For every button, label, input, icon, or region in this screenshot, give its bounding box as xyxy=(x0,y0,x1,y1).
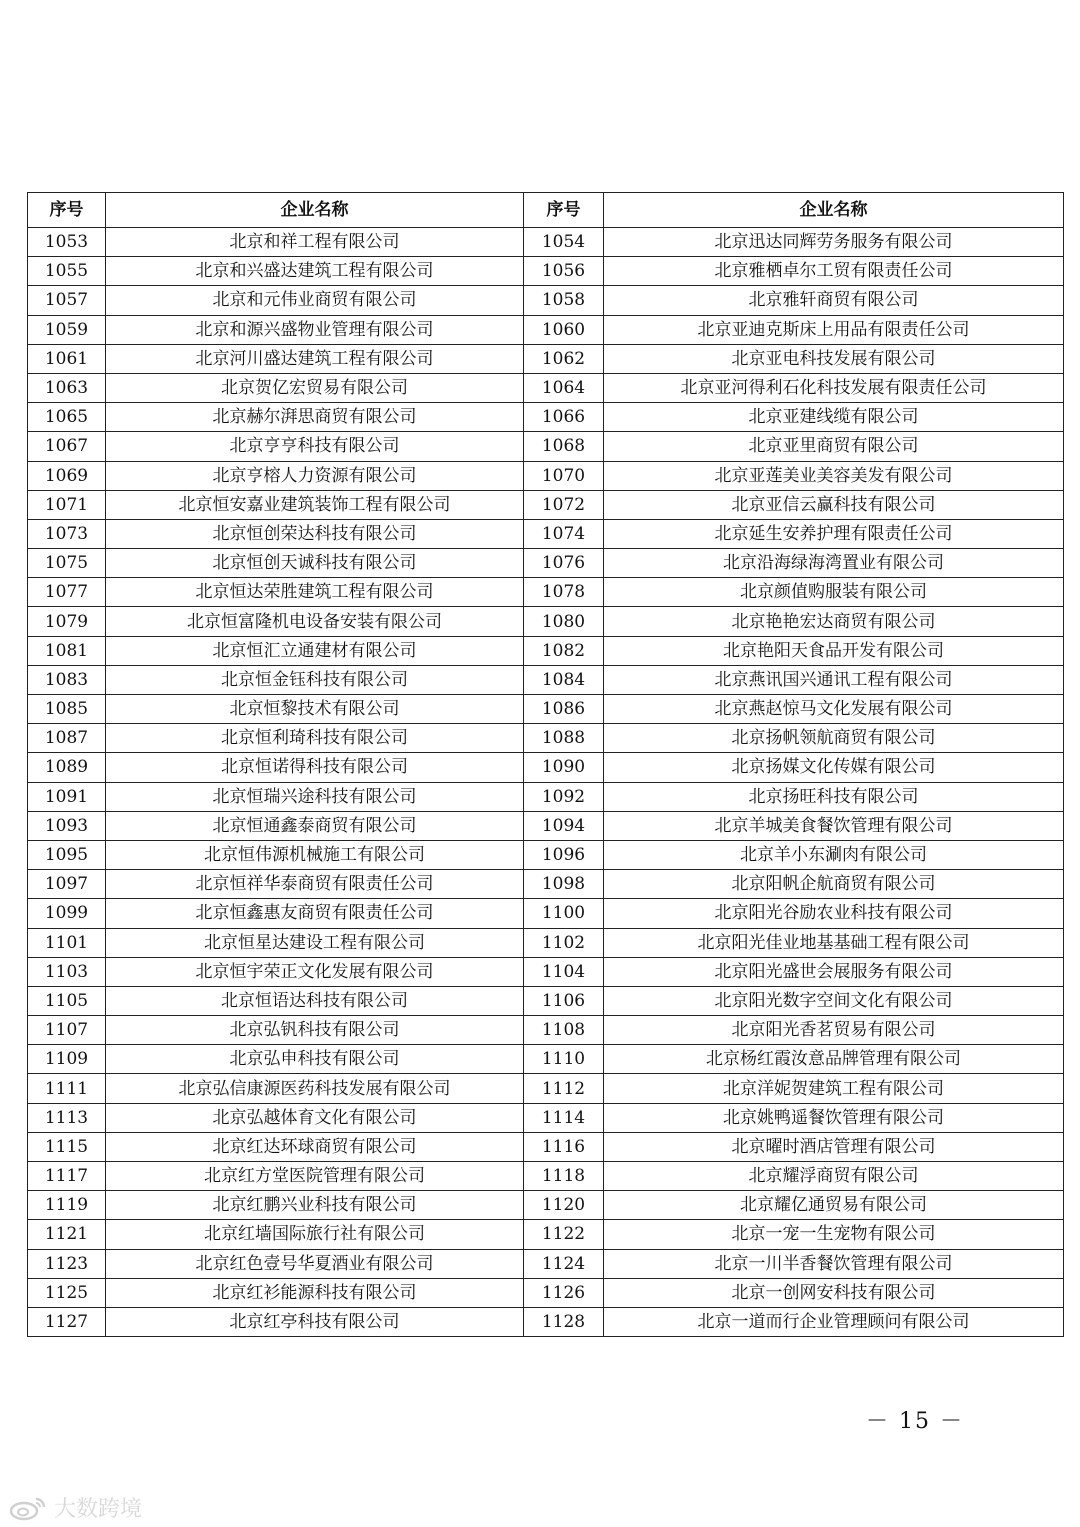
cell-seq-left: 1121 xyxy=(28,1220,106,1249)
table-row xyxy=(28,344,1064,373)
cell-name-right: 北京耀浮商贸有限公司 xyxy=(604,1162,1064,1191)
cell-name-right: 北京姚鸭遥餐饮管理有限公司 xyxy=(604,1103,1064,1132)
cell-seq-right: 1128 xyxy=(524,1307,604,1336)
cell-name-right: 北京一道而行企业管理顾问有限公司 xyxy=(604,1307,1064,1336)
cell-seq-right: 1102 xyxy=(524,928,604,957)
cell-seq-right: 1074 xyxy=(524,519,604,548)
watermark xyxy=(8,1492,142,1523)
cell-name-left: 北京赫尔湃思商贸有限公司 xyxy=(106,403,524,432)
cell-name-right: 北京亚建线缆有限公司 xyxy=(604,403,1064,432)
cell-seq-right: 1056 xyxy=(524,257,604,286)
header-seq-left: 序号 xyxy=(28,193,106,228)
cell-seq-left: 1087 xyxy=(28,724,106,753)
watermark-text: 大数跨境 xyxy=(54,1497,143,1522)
cell-name-left: 北京恒富隆机电设备安装有限公司 xyxy=(106,607,524,636)
table-row xyxy=(28,315,1064,344)
cell-name-right: 北京雅栖卓尔工贸有限责任公司 xyxy=(604,257,1064,286)
cell-name-right: 北京扬旺科技有限公司 xyxy=(604,782,1064,811)
header-name-left: 企业名称 xyxy=(106,193,524,228)
table-row xyxy=(28,1249,1064,1278)
cell-seq-right: 1088 xyxy=(524,724,604,753)
cell-name-right: 北京燕讯国兴通讯工程有限公司 xyxy=(604,665,1064,694)
cell-name-left: 北京恒鑫惠友商贸有限责任公司 xyxy=(106,899,524,928)
cell-seq-right: 1122 xyxy=(524,1220,604,1249)
cell-seq-right: 1068 xyxy=(524,432,604,461)
cell-seq-right: 1100 xyxy=(524,899,604,928)
cell-name-left: 北京恒伟源机械施工有限公司 xyxy=(106,840,524,869)
cell-seq-left: 1055 xyxy=(28,257,106,286)
cell-name-right: 北京亚里商贸有限公司 xyxy=(604,432,1064,461)
cell-name-left: 北京红方堂医院管理有限公司 xyxy=(106,1162,524,1191)
table-row xyxy=(28,1103,1064,1132)
cell-name-right: 北京亚电科技发展有限公司 xyxy=(604,344,1064,373)
cell-seq-left: 1093 xyxy=(28,811,106,840)
cell-seq-left: 1077 xyxy=(28,578,106,607)
table-row xyxy=(28,1045,1064,1074)
cell-name-left: 北京和源兴盛物业管理有限公司 xyxy=(106,315,524,344)
cell-name-right: 北京一创网安科技有限公司 xyxy=(604,1278,1064,1307)
cell-name-right: 北京一宠一生宠物有限公司 xyxy=(604,1220,1064,1249)
cell-seq-right: 1086 xyxy=(524,695,604,724)
header-seq-right: 序号 xyxy=(524,193,604,228)
table-row xyxy=(28,1191,1064,1220)
page-number: － 15 － xyxy=(866,1409,964,1434)
table-row xyxy=(28,286,1064,315)
cell-name-left: 北京恒安嘉业建筑装饰工程有限公司 xyxy=(106,490,524,519)
cell-name-left: 北京弘申科技有限公司 xyxy=(106,1045,524,1074)
cell-seq-left: 1115 xyxy=(28,1132,106,1161)
cell-seq-left: 1125 xyxy=(28,1278,106,1307)
table-row xyxy=(28,899,1064,928)
cell-name-left: 北京红墙国际旅行社有限公司 xyxy=(106,1220,524,1249)
company-list-table xyxy=(27,192,1064,1337)
table-row xyxy=(28,228,1064,257)
cell-seq-left: 1071 xyxy=(28,490,106,519)
cell-seq-right: 1110 xyxy=(524,1045,604,1074)
cell-seq-right: 1104 xyxy=(524,957,604,986)
cell-seq-left: 1101 xyxy=(28,928,106,957)
cell-name-right: 北京沿海绿海湾置业有限公司 xyxy=(604,549,1064,578)
cell-name-right: 北京雅轩商贸有限公司 xyxy=(604,286,1064,315)
cell-seq-right: 1064 xyxy=(524,373,604,402)
table-row xyxy=(28,782,1064,811)
cell-name-left: 北京恒语达科技有限公司 xyxy=(106,986,524,1015)
cell-name-right: 北京亚信云赢科技有限公司 xyxy=(604,490,1064,519)
cell-name-left: 北京红鹏兴业科技有限公司 xyxy=(106,1191,524,1220)
cell-name-right: 北京耀亿通贸易有限公司 xyxy=(604,1191,1064,1220)
cell-seq-right: 1108 xyxy=(524,1016,604,1045)
cell-seq-right: 1090 xyxy=(524,753,604,782)
cell-name-right: 北京阳光香茗贸易有限公司 xyxy=(604,1016,1064,1045)
cell-seq-left: 1059 xyxy=(28,315,106,344)
cell-name-left: 北京恒汇立通建材有限公司 xyxy=(106,636,524,665)
cell-seq-right: 1054 xyxy=(524,228,604,257)
cell-seq-left: 1063 xyxy=(28,373,106,402)
cell-name-left: 北京红色壹号华夏酒业有限公司 xyxy=(106,1249,524,1278)
cell-seq-left: 1105 xyxy=(28,986,106,1015)
cell-name-left: 北京恒达荣胜建筑工程有限公司 xyxy=(106,578,524,607)
cell-name-left: 北京弘信康源医药科技发展有限公司 xyxy=(106,1074,524,1103)
cell-name-left: 北京恒利琦科技有限公司 xyxy=(106,724,524,753)
cell-name-right: 北京亚迪克斯床上用品有限责任公司 xyxy=(604,315,1064,344)
cell-seq-right: 1066 xyxy=(524,403,604,432)
cell-seq-left: 1085 xyxy=(28,695,106,724)
cell-seq-right: 1082 xyxy=(524,636,604,665)
cell-name-right: 北京羊小东涮肉有限公司 xyxy=(604,840,1064,869)
cell-seq-left: 1127 xyxy=(28,1307,106,1336)
cell-seq-right: 1070 xyxy=(524,461,604,490)
cell-seq-right: 1114 xyxy=(524,1103,604,1132)
cell-name-right: 北京阳光盛世会展服务有限公司 xyxy=(604,957,1064,986)
cell-seq-left: 1091 xyxy=(28,782,106,811)
cell-name-left: 北京和兴盛达建筑工程有限公司 xyxy=(106,257,524,286)
cell-name-left: 北京红亭科技有限公司 xyxy=(106,1307,524,1336)
cell-name-left: 北京亨榕人力资源有限公司 xyxy=(106,461,524,490)
cell-name-right: 北京燕赵惊马文化发展有限公司 xyxy=(604,695,1064,724)
cell-name-right: 北京阳光佳业地基基础工程有限公司 xyxy=(604,928,1064,957)
cell-name-left: 北京恒瑞兴途科技有限公司 xyxy=(106,782,524,811)
table-row xyxy=(28,607,1064,636)
cell-name-left: 北京恒通鑫泰商贸有限公司 xyxy=(106,811,524,840)
table-row xyxy=(28,636,1064,665)
cell-seq-left: 1117 xyxy=(28,1162,106,1191)
cell-name-right: 北京迅达同辉劳务服务有限公司 xyxy=(604,228,1064,257)
cell-seq-left: 1123 xyxy=(28,1249,106,1278)
cell-seq-right: 1060 xyxy=(524,315,604,344)
cell-name-left: 北京和元伟业商贸有限公司 xyxy=(106,286,524,315)
table-header-row xyxy=(28,193,1064,228)
cell-seq-left: 1079 xyxy=(28,607,106,636)
cell-name-right: 北京洋妮贺建筑工程有限公司 xyxy=(604,1074,1064,1103)
cell-seq-right: 1058 xyxy=(524,286,604,315)
table-row xyxy=(28,1220,1064,1249)
cell-seq-right: 1124 xyxy=(524,1249,604,1278)
cell-name-left: 北京亨亨科技有限公司 xyxy=(106,432,524,461)
cell-seq-right: 1076 xyxy=(524,549,604,578)
cell-seq-left: 1069 xyxy=(28,461,106,490)
table-row xyxy=(28,403,1064,432)
table-row xyxy=(28,1162,1064,1191)
cell-seq-left: 1111 xyxy=(28,1074,106,1103)
cell-seq-left: 1053 xyxy=(28,228,106,257)
cell-seq-right: 1062 xyxy=(524,344,604,373)
cell-seq-left: 1075 xyxy=(28,549,106,578)
cell-seq-right: 1094 xyxy=(524,811,604,840)
cell-seq-left: 1067 xyxy=(28,432,106,461)
cell-seq-left: 1099 xyxy=(28,899,106,928)
cell-seq-right: 1084 xyxy=(524,665,604,694)
table-row xyxy=(28,549,1064,578)
cell-name-left: 北京贺亿宏贸易有限公司 xyxy=(106,373,524,402)
table-row xyxy=(28,928,1064,957)
cell-name-left: 北京恒宇荣正文化发展有限公司 xyxy=(106,957,524,986)
table-row xyxy=(28,578,1064,607)
table-row xyxy=(28,986,1064,1015)
cell-name-right: 北京亚河得利石化科技发展有限责任公司 xyxy=(604,373,1064,402)
cell-seq-right: 1072 xyxy=(524,490,604,519)
cell-seq-left: 1089 xyxy=(28,753,106,782)
cell-name-left: 北京红达环球商贸有限公司 xyxy=(106,1132,524,1161)
cell-name-left: 北京弘越体育文化有限公司 xyxy=(106,1103,524,1132)
cell-name-left: 北京恒星达建设工程有限公司 xyxy=(106,928,524,957)
cell-seq-left: 1073 xyxy=(28,519,106,548)
cell-name-left: 北京恒黎技术有限公司 xyxy=(106,695,524,724)
table-row xyxy=(28,1074,1064,1103)
table-row xyxy=(28,519,1064,548)
cell-seq-right: 1118 xyxy=(524,1162,604,1191)
cell-seq-left: 1103 xyxy=(28,957,106,986)
cell-seq-left: 1061 xyxy=(28,344,106,373)
cell-name-right: 北京艳阳天食品开发有限公司 xyxy=(604,636,1064,665)
cell-seq-right: 1126 xyxy=(524,1278,604,1307)
table-row xyxy=(28,695,1064,724)
cell-seq-left: 1095 xyxy=(28,840,106,869)
cell-name-right: 北京颜值购服装有限公司 xyxy=(604,578,1064,607)
table-row xyxy=(28,957,1064,986)
cell-name-right: 北京扬媒文化传媒有限公司 xyxy=(604,753,1064,782)
table-row xyxy=(28,1132,1064,1161)
table-row xyxy=(28,870,1064,899)
cell-seq-left: 1057 xyxy=(28,286,106,315)
cell-seq-left: 1083 xyxy=(28,665,106,694)
cell-name-right: 北京羊城美食餐饮管理有限公司 xyxy=(604,811,1064,840)
table-row xyxy=(28,753,1064,782)
table-row xyxy=(28,1307,1064,1336)
cell-name-right: 北京曜时酒店管理有限公司 xyxy=(604,1132,1064,1161)
cell-seq-left: 1065 xyxy=(28,403,106,432)
cell-name-left: 北京弘钒科技有限公司 xyxy=(106,1016,524,1045)
cell-name-left: 北京恒创荣达科技有限公司 xyxy=(106,519,524,548)
cell-seq-right: 1098 xyxy=(524,870,604,899)
cell-name-right: 北京艳艳宏达商贸有限公司 xyxy=(604,607,1064,636)
cell-name-right: 北京阳光谷励农业科技有限公司 xyxy=(604,899,1064,928)
cell-seq-right: 1092 xyxy=(524,782,604,811)
cell-seq-right: 1106 xyxy=(524,986,604,1015)
cell-name-left: 北京恒创天诚科技有限公司 xyxy=(106,549,524,578)
table-row xyxy=(28,432,1064,461)
cell-seq-right: 1096 xyxy=(524,840,604,869)
cell-name-left: 北京恒金钰科技有限公司 xyxy=(106,665,524,694)
cell-seq-left: 1109 xyxy=(28,1045,106,1074)
table-row xyxy=(28,811,1064,840)
table-row xyxy=(28,665,1064,694)
table-row xyxy=(28,724,1064,753)
cell-seq-right: 1078 xyxy=(524,578,604,607)
table-row xyxy=(28,1278,1064,1307)
table-body xyxy=(28,228,1064,1337)
cell-seq-left: 1119 xyxy=(28,1191,106,1220)
cell-seq-right: 1116 xyxy=(524,1132,604,1161)
cell-name-left: 北京恒祥华泰商贸有限责任公司 xyxy=(106,870,524,899)
cell-seq-left: 1097 xyxy=(28,870,106,899)
table-row xyxy=(28,840,1064,869)
cell-name-right: 北京延生安养护理有限责任公司 xyxy=(604,519,1064,548)
cell-name-right: 北京杨红霞汝意品牌管理有限公司 xyxy=(604,1045,1064,1074)
table-row xyxy=(28,490,1064,519)
cell-seq-right: 1112 xyxy=(524,1074,604,1103)
cell-seq-right: 1080 xyxy=(524,607,604,636)
cell-name-right: 北京阳帆企航商贸有限公司 xyxy=(604,870,1064,899)
table-row xyxy=(28,461,1064,490)
cell-seq-left: 1107 xyxy=(28,1016,106,1045)
table-row xyxy=(28,257,1064,286)
table-row xyxy=(28,373,1064,402)
cell-name-right: 北京扬帆领航商贸有限公司 xyxy=(604,724,1064,753)
cell-seq-left: 1081 xyxy=(28,636,106,665)
cell-name-left: 北京恒诺得科技有限公司 xyxy=(106,753,524,782)
table-row xyxy=(28,1016,1064,1045)
cell-name-right: 北京亚莲美业美容美发有限公司 xyxy=(604,461,1064,490)
company-list-table-container xyxy=(27,192,1063,1337)
weibo-logo-icon xyxy=(8,1495,48,1521)
cell-name-left: 北京河川盛达建筑工程有限公司 xyxy=(106,344,524,373)
cell-name-left: 北京红衫能源科技有限公司 xyxy=(106,1278,524,1307)
cell-seq-left: 1113 xyxy=(28,1103,106,1132)
cell-name-right: 北京一川半香餐饮管理有限公司 xyxy=(604,1249,1064,1278)
cell-name-left: 北京和祥工程有限公司 xyxy=(106,228,524,257)
cell-name-right: 北京阳光数字空间文化有限公司 xyxy=(604,986,1064,1015)
cell-seq-right: 1120 xyxy=(524,1191,604,1220)
header-name-right: 企业名称 xyxy=(604,193,1064,228)
